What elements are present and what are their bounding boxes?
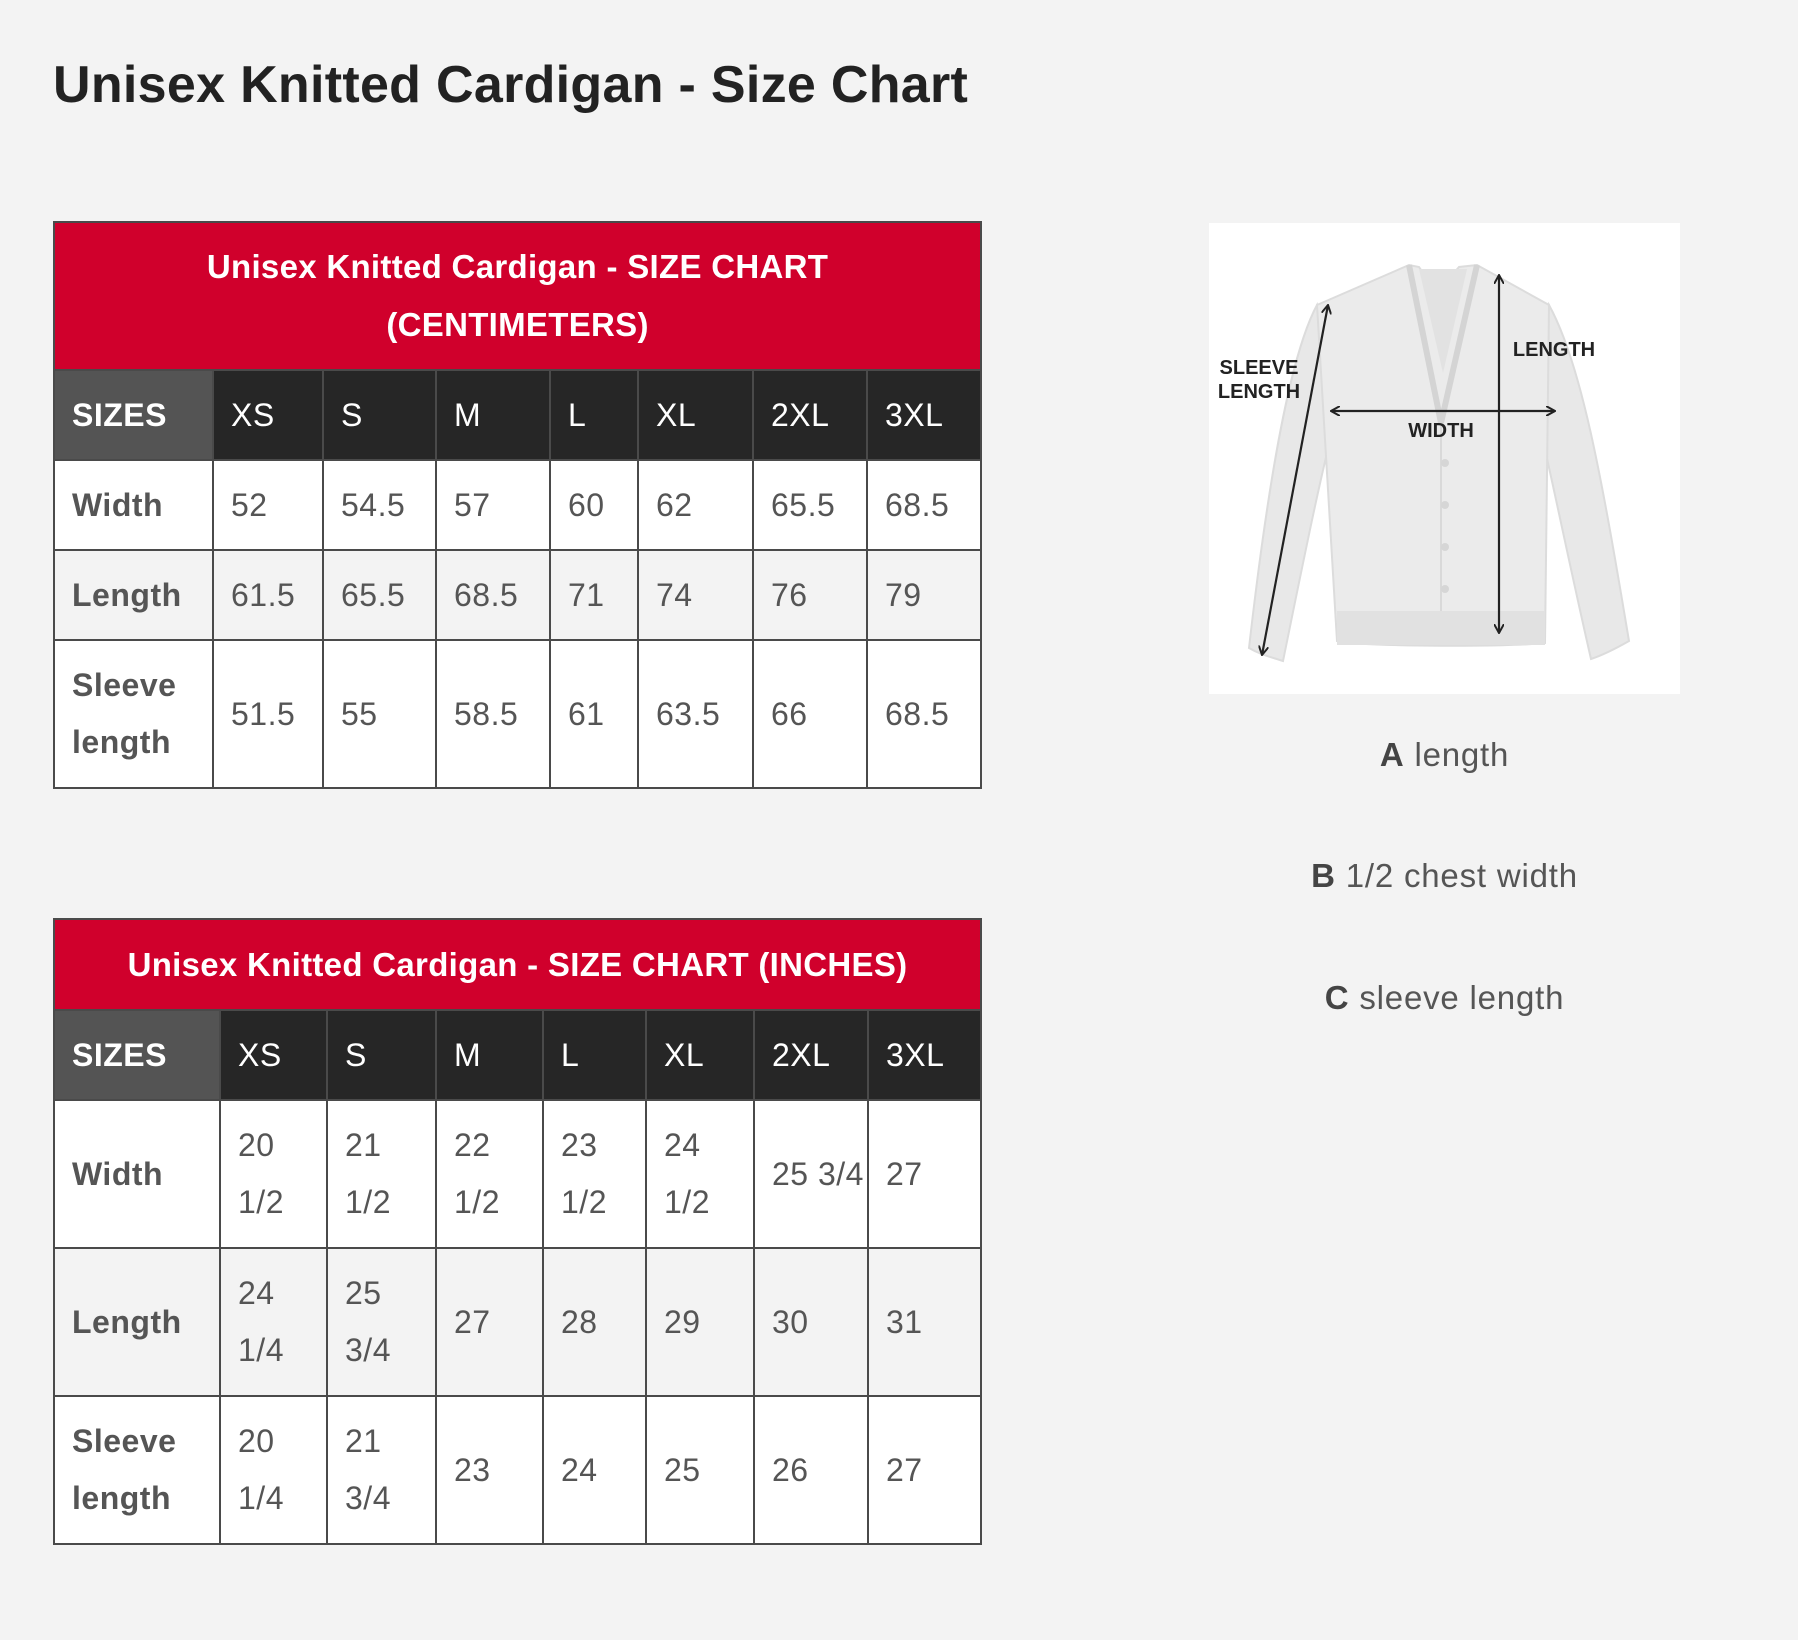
table-cell: 30	[754, 1248, 868, 1396]
length-label: LENGTH	[1512, 339, 1596, 361]
size-header: L	[543, 1010, 646, 1100]
table-cell: 24 1/2	[646, 1100, 754, 1248]
table-cell: 21 3/4	[327, 1396, 436, 1544]
cardigan-diagram	[1209, 223, 1680, 694]
legend-item	[1209, 979, 1680, 1017]
table-cell: 68.5	[436, 550, 550, 640]
legend-text: length	[1414, 736, 1510, 773]
table-cell: 27	[868, 1100, 981, 1248]
table-cell: 62	[638, 460, 753, 550]
size-header: M	[436, 1010, 543, 1100]
table-cell: 52	[213, 460, 323, 550]
table-cell: 25 3/4	[754, 1100, 868, 1248]
table-row	[54, 1396, 981, 1544]
table-cell: 26	[754, 1396, 868, 1544]
sizes-header: SIZES	[54, 1010, 220, 1100]
row-label: Length	[54, 1248, 220, 1396]
legend-key: B	[1311, 857, 1336, 894]
table-row	[54, 640, 981, 788]
sleeve-length-label: LENGTH	[1217, 381, 1301, 403]
table-cell: 71	[550, 550, 638, 640]
size-chart-inches-table	[53, 918, 982, 1545]
table-cell: 20 1/4	[220, 1396, 327, 1544]
sleeve-length-label: SLEEVE	[1219, 357, 1299, 379]
table-cell: 24	[543, 1396, 646, 1544]
size-header: 3XL	[867, 370, 981, 460]
table-cell: 31	[868, 1248, 981, 1396]
table-cell: 51.5	[213, 640, 323, 788]
table-cell: 68.5	[867, 460, 981, 550]
size-header: 3XL	[868, 1010, 981, 1100]
page-title: Unisex Knitted Cardigan - Size Chart	[53, 56, 969, 114]
table-header-row	[54, 370, 981, 460]
table-cell: 65.5	[753, 460, 867, 550]
legend-text: 1/2 chest width	[1345, 857, 1578, 894]
size-header: M	[436, 370, 550, 460]
legend-text: sleeve length	[1359, 979, 1565, 1016]
table-row	[54, 1100, 981, 1248]
table-row	[54, 550, 981, 640]
size-header: XL	[638, 370, 753, 460]
table-cell: 61.5	[213, 550, 323, 640]
legend-key: A	[1379, 736, 1405, 773]
legend-item	[1209, 736, 1680, 774]
legend-item	[1209, 857, 1680, 895]
legend-key: C	[1324, 979, 1350, 1016]
size-header: XL	[646, 1010, 754, 1100]
table-row	[54, 460, 981, 550]
table-header-row	[54, 1010, 981, 1100]
table-cell: 23	[436, 1396, 543, 1544]
table-cell: 22 1/2	[436, 1100, 543, 1248]
size-header: 2XL	[754, 1010, 868, 1100]
table-cell: 27	[436, 1248, 543, 1396]
size-header: XS	[213, 370, 323, 460]
table-caption: Unisex Knitted Cardigan - SIZE CHART (INCHES)	[54, 919, 981, 1010]
row-label: Length	[54, 550, 213, 640]
row-label: Sleeve length	[54, 1396, 220, 1544]
table-cell: 65.5	[323, 550, 436, 640]
row-label: Sleeve length	[54, 640, 213, 788]
table-cell: 24 1/4	[220, 1248, 327, 1396]
table-cell: 21 1/2	[327, 1100, 436, 1248]
table-cell: 58.5	[436, 640, 550, 788]
table-cell: 25 3/4	[327, 1248, 436, 1396]
size-header: 2XL	[753, 370, 867, 460]
table-row	[54, 1248, 981, 1396]
table-cell: 27	[868, 1396, 981, 1544]
table-cell: 68.5	[867, 640, 981, 788]
table-cell: 63.5	[638, 640, 753, 788]
row-label: Width	[54, 1100, 220, 1248]
table-caption: Unisex Knitted Cardigan - SIZE CHART (CENTIMETERS)	[54, 222, 981, 370]
size-header: XS	[220, 1010, 327, 1100]
size-header: S	[323, 370, 436, 460]
cardigan-illustration	[1249, 265, 1629, 661]
width-label: WIDTH	[1408, 420, 1474, 442]
table-cell: 57	[436, 460, 550, 550]
table-cell: 66	[753, 640, 867, 788]
table-cell: 25	[646, 1396, 754, 1544]
table-cell: 76	[753, 550, 867, 640]
table-cell: 23 1/2	[543, 1100, 646, 1248]
table-cell: 20 1/2	[220, 1100, 327, 1248]
table-cell: 28	[543, 1248, 646, 1396]
size-header: L	[550, 370, 638, 460]
table-cell: 54.5	[323, 460, 436, 550]
table-cell: 29	[646, 1248, 754, 1396]
sizes-header: SIZES	[54, 370, 213, 460]
row-label: Width	[54, 460, 213, 550]
table-cell: 61	[550, 640, 638, 788]
table-cell: 74	[638, 550, 753, 640]
size-header: S	[327, 1010, 436, 1100]
table-cell: 55	[323, 640, 436, 788]
size-chart-cm-table	[53, 221, 982, 789]
table-cell: 60	[550, 460, 638, 550]
table-cell: 79	[867, 550, 981, 640]
